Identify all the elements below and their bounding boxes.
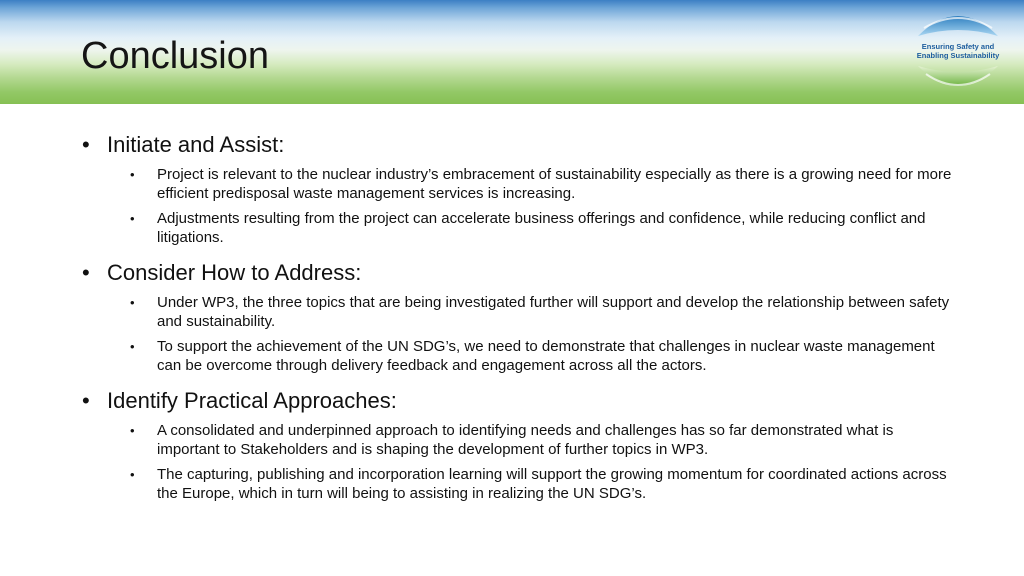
- list-item: [130, 421, 960, 459]
- logo: [910, 2, 1006, 100]
- list-item: [130, 209, 960, 247]
- logo-text: [910, 42, 1006, 60]
- bullet-icon: •: [130, 211, 135, 226]
- bullet-icon: •: [130, 339, 135, 354]
- list-item: [130, 337, 960, 375]
- section-heading-text: Consider How to Address:: [107, 260, 362, 285]
- logo-text-line1: Ensuring Safety and: [921, 42, 995, 51]
- list-item-text: Under WP3, the three topics that are being investigated further will support and develop the relationship between safety and sustainability.: [157, 294, 950, 330]
- list-item: [130, 165, 960, 203]
- list-item: [130, 465, 960, 503]
- bullet-icon: •: [130, 295, 135, 310]
- list-item-text: Project is relevant to the nuclear industry’s embracement of sustainability especially as there is a growing need for more efficient predisposal waste management services is increasing.: [157, 166, 952, 202]
- logo-text-line2: Enabling Sustainability: [916, 51, 1000, 60]
- list-item-text: To support the achievement of the UN SDG’s, we need to demonstrate that challenges in nuclear waste management can be overcome through delivery feedback and engagement across all the actors.: [157, 338, 935, 374]
- section-heading-text: Identify Practical Approaches:: [107, 388, 397, 413]
- bullet-icon: •: [130, 423, 135, 438]
- bullet-icon: •: [82, 388, 90, 413]
- list-item-text: A consolidated and underpinned approach to identifying needs and challenges has so far demonstrated what is important to Stakeholders and is shaping the development of further topics in WP3.: [157, 422, 894, 458]
- section-heading-text: Initiate and Assist:: [107, 132, 285, 157]
- list-item: [130, 293, 960, 331]
- bullet-icon: •: [130, 467, 135, 482]
- bullet-icon: •: [82, 132, 90, 157]
- slide-title: Conclusion: [81, 35, 269, 77]
- list-item-text: The capturing, publishing and incorporation learning will support the growing momentum for coordinated actions across the Europe, which in turn will being to assisting in realizing the UN SDG’s.: [157, 466, 947, 502]
- bullet-icon: •: [82, 260, 90, 285]
- bullet-icon: •: [130, 167, 135, 182]
- list-item-text: Adjustments resulting from the project can accelerate business offerings and confidence, while reducing conflict and litigations.: [157, 210, 926, 246]
